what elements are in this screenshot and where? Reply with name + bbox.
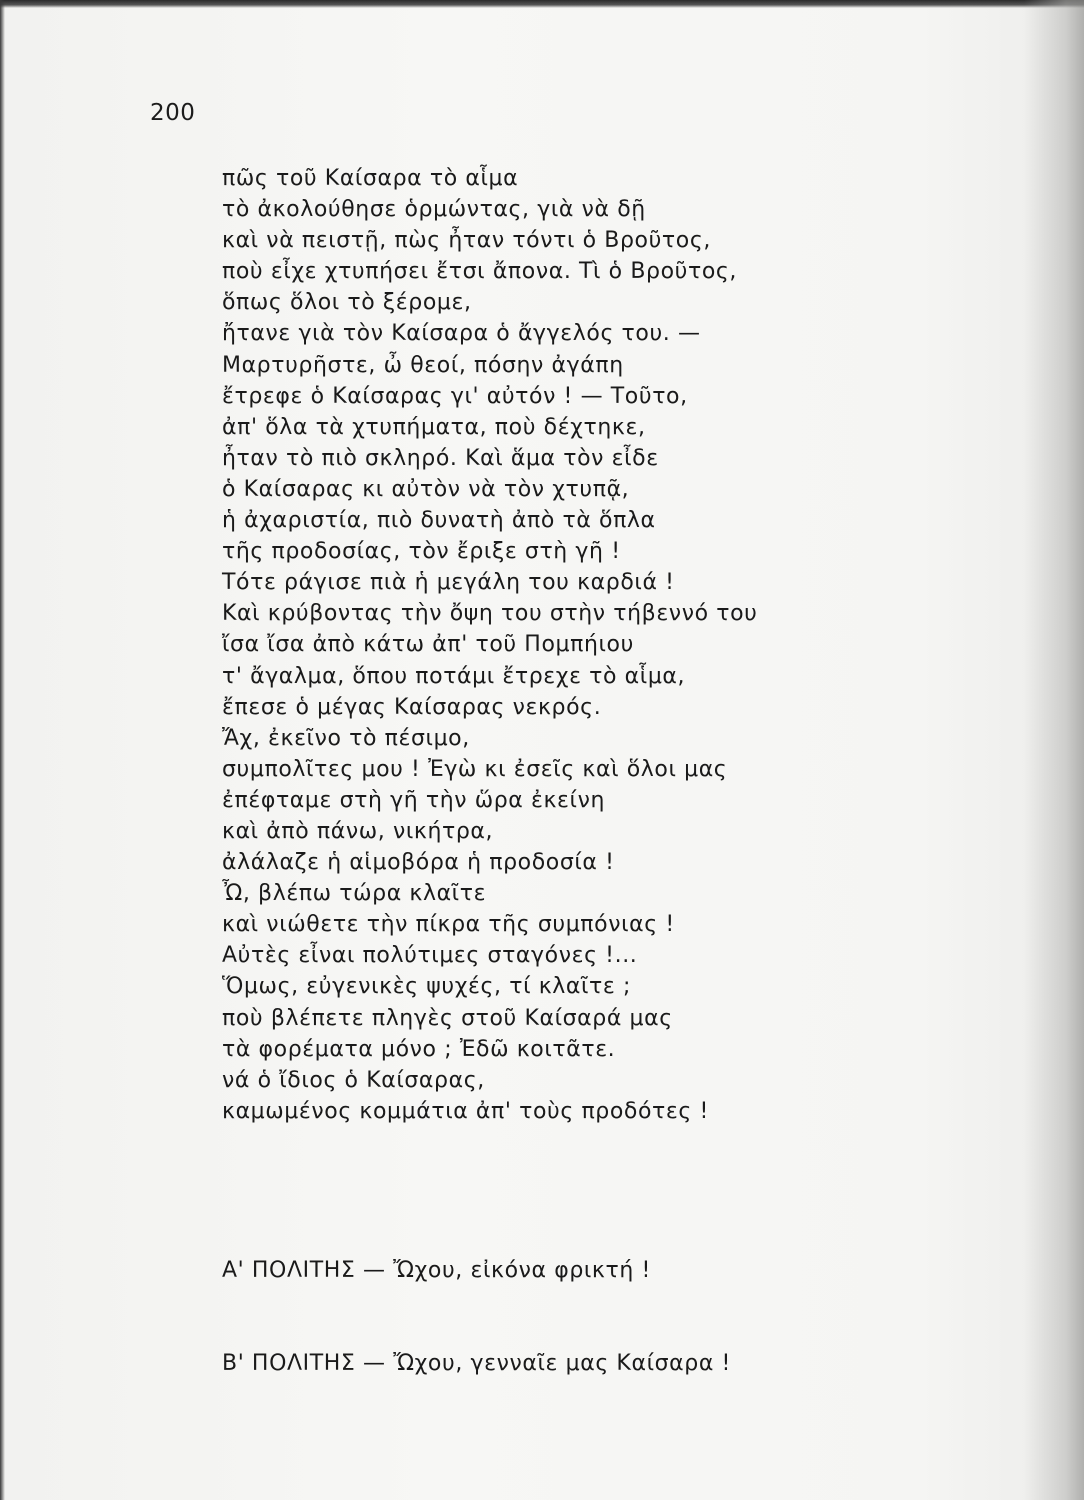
verse-line: ἀπ' ὅλα τὰ χτυπήματα, ποὺ δέχτηκε, bbox=[222, 414, 646, 440]
speech-line: Ὤχου, γενναῖε μας Καίσαρα ! bbox=[393, 1351, 731, 1376]
verse-line: ποὺ βλέπετε πληγὲς στοῦ Καίσαρά μας bbox=[222, 1005, 673, 1031]
verse-line: Τότε ράγισε πιὰ ἡ μεγάλη του καρδιά ! bbox=[222, 570, 675, 596]
verse-line: τ' ἄγαλμα, ὅπου ποτάμι ἔτρεχε τὸ αἷμα, bbox=[222, 663, 686, 689]
page-gutter-shadow bbox=[1024, 0, 1084, 1500]
verse-line: ἦταν τὸ πιὸ σκληρό. Καὶ ἅμα τὸν εἶδε bbox=[222, 445, 659, 471]
verse-line: τῆς προδοσίας, τὸν ἔριξε στὴ γῆ ! bbox=[222, 539, 621, 565]
verse-line: Καὶ κρύβοντας τὴν ὄψη του στὴν τήβεννό του bbox=[222, 601, 758, 627]
verse-line: τὸ ἀκολούθησε ὁρμώντας, γιὰ νὰ δῇ bbox=[222, 197, 646, 223]
verse-line: ἔπεσε ὁ μέγας Καίσαρας νεκρός. bbox=[222, 694, 602, 720]
verse-line: τὰ φορέματα μόνο ; Ἐδῶ κοιτᾶτε. bbox=[222, 1036, 616, 1062]
speech-line: Ὤχου, εἰκόνα φρικτή ! bbox=[393, 1258, 651, 1283]
verse-line: Αὐτὲς εἶναι πολύτιμες σταγόνες !... bbox=[222, 943, 638, 969]
verse-line: καὶ ἀπὸ πάνω, νικήτρα, bbox=[222, 818, 494, 844]
verse-line: καμωμένος κομμάτια ἀπ' τοὺς προδότες ! bbox=[222, 1098, 709, 1124]
verse-line: καὶ νιώθετε τὴν πίκρα τῆς συμπόνιας ! bbox=[222, 912, 675, 938]
verse-line: ἐπέφταμε στὴ γῆ τὴν ὥρα ἐκείνη bbox=[222, 787, 606, 813]
verse-line: ἔτρεφε ὁ Καίσαρας γι' αὐτόν ! — Τοῦτο, bbox=[222, 383, 688, 409]
verse-line: ἀλάλαζε ἡ αἱμοβόρα ἡ προδοσία ! bbox=[222, 850, 615, 876]
verse-line: ὁ Καίσαρας κι αὐτὸν νὰ τὸν χτυπᾷ, bbox=[222, 476, 630, 502]
verse-line: Ἄχ, ἐκεῖνο τὸ πέσιμο, bbox=[222, 725, 470, 751]
verse-block bbox=[222, 163, 757, 1127]
speech-second-citizen bbox=[222, 1351, 731, 1376]
verse-line: Ὅμως, εὐγενικὲς ψυχές, τί κλαῖτε ; bbox=[222, 974, 631, 1000]
verse-line: νά ὁ ἴδιος ὁ Καίσαρας, bbox=[222, 1067, 485, 1093]
verse-line: καὶ νὰ πειστῇ, πὼς ἦταν τόντι ὁ Βροῦτος, bbox=[222, 228, 711, 254]
verse-line: ποὺ εἶχε χτυπήσει ἔτσι ἄπονα. Τὶ ὁ Βροῦτος, bbox=[222, 259, 737, 285]
verse-line: ἡ ἀχαριστία, πιὸ δυνατὴ ἀπὸ τὰ ὅπλα bbox=[222, 508, 656, 534]
scan-top-edge bbox=[0, 0, 1084, 8]
speaker-label: Β' ΠΟΛΙΤΗΣ bbox=[222, 1351, 356, 1376]
speech-first-citizen bbox=[222, 1258, 651, 1283]
verse-line: Ὦ, βλέπω τώρα κλαῖτε bbox=[222, 881, 487, 907]
verse-line: Μαρτυρῆστε, ὦ θεοί, πόσην ἀγάπη bbox=[222, 352, 624, 378]
speech-dash: — bbox=[362, 1258, 386, 1283]
verse-line: συμπολῖτες μου ! Ἐγὼ κι ἐσεῖς καὶ ὅλοι μας bbox=[222, 756, 728, 782]
verse-line: ἴσα ἴσα ἀπὸ κάτω ἀπ' τοῦ Πομπήιου bbox=[222, 632, 634, 658]
speech-dash: — bbox=[363, 1351, 386, 1376]
scan-left-edge bbox=[0, 0, 5, 1500]
verse-line: πῶς τοῦ Καίσαρα τὸ αἷμα bbox=[222, 166, 519, 191]
page-number: 200 bbox=[150, 100, 196, 126]
verse-line: ἤτανε γιὰ τὸν Καίσαρα ὁ ἄγγελός του. — bbox=[222, 321, 701, 347]
verse-line: ὅπως ὅλοι τὸ ξέρομε, bbox=[222, 290, 472, 316]
speaker-label: Α' ΠΟΛΙΤΗΣ bbox=[222, 1258, 356, 1283]
